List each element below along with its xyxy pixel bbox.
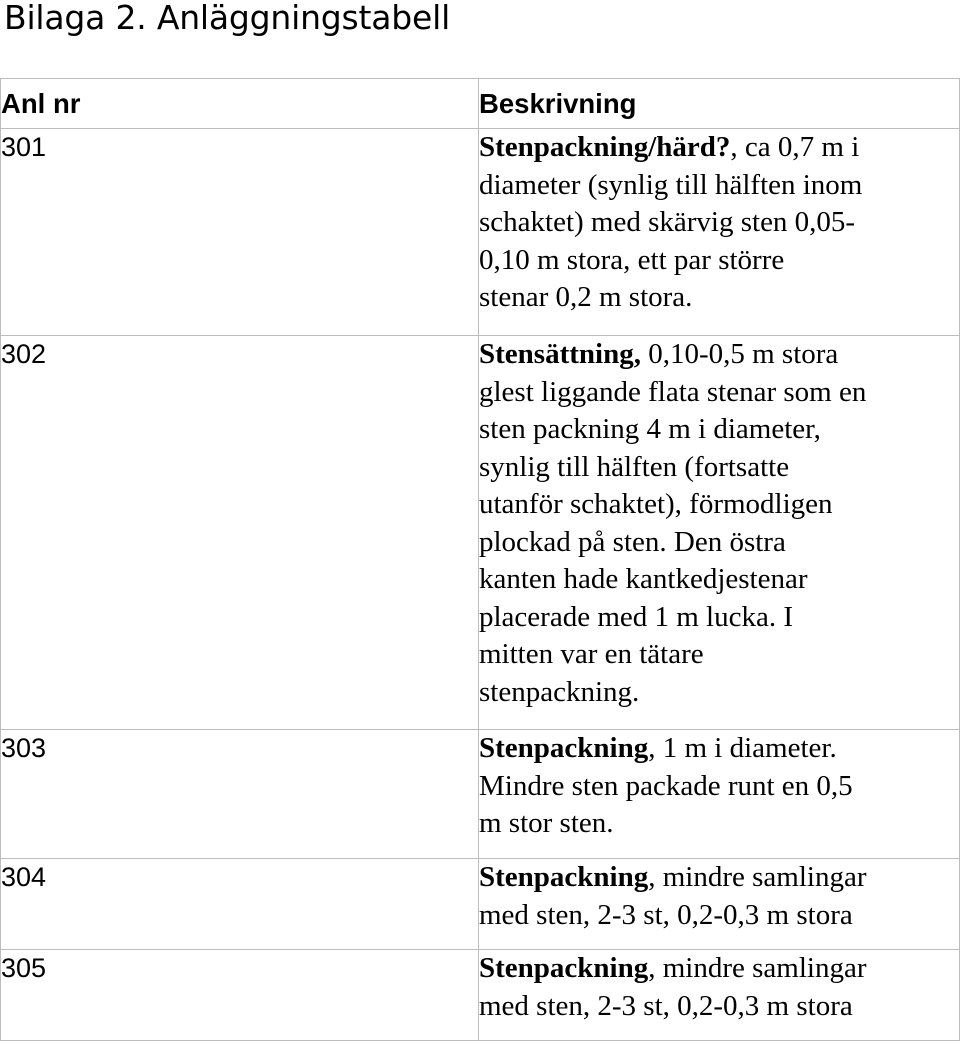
table-header-row	[1, 79, 960, 129]
anl-nr-cell: 305	[1, 950, 479, 1041]
description-line: mitten var en tätare	[479, 638, 704, 670]
table-row	[1, 129, 960, 336]
description-line: kanten hade kantkedjestenar	[479, 563, 808, 595]
anl-nr-cell: 301	[1, 129, 479, 336]
anl-nr-cell: 302	[1, 336, 479, 730]
anl-nr-cell: 303	[1, 730, 479, 859]
description-line: 0,10 m stora, ett par större	[479, 243, 785, 276]
description-cell	[479, 730, 960, 859]
description-line: diameter (synlig till hälften inom	[479, 168, 863, 201]
description-line: stenar 0,2 m stora.	[479, 281, 693, 313]
description-cell	[479, 859, 960, 950]
description-line: sten packning 4 m i diameter,	[479, 413, 821, 445]
description-line: Mindre sten packade runt en 0,5	[479, 769, 853, 802]
installations-table	[0, 78, 960, 1041]
description-lead: Stenpackning/härd?	[479, 131, 731, 163]
table-row	[1, 336, 960, 730]
table-row	[1, 730, 960, 859]
page-title: Bilaga 2. Anläggningstabell	[4, 0, 451, 37]
description-line: glest liggande flata stenar som en	[479, 375, 867, 408]
description-line: synlig till hälften (fortsatte	[479, 450, 790, 483]
description-line: , ca 0,7 m i	[730, 131, 860, 163]
description-lead: Stenpackning	[479, 861, 649, 893]
description-line: m stor sten.	[479, 807, 614, 839]
description-cell	[479, 336, 960, 730]
table-row	[1, 859, 960, 950]
description-lead: Stenpackning	[479, 732, 649, 764]
description-line: , mindre samlingar	[648, 952, 867, 984]
description-cell	[479, 950, 960, 1041]
description-lead: Stenpackning	[479, 952, 649, 984]
column-header-anl-nr: Anl nr	[1, 79, 479, 129]
description-line: schaktet) med skärvig sten 0,05-	[479, 206, 856, 238]
description-line: 0,10-0,5 m stora	[640, 338, 839, 370]
description-line: utanför schaktet), förmodligen	[479, 488, 833, 520]
table-row	[1, 950, 960, 1041]
description-cell	[479, 129, 960, 336]
anl-nr-cell: 304	[1, 859, 479, 950]
description-line: med sten, 2-3 st, 0,2-0,3 m stora	[479, 989, 853, 1022]
column-header-beskrivning: Beskrivning	[479, 79, 960, 129]
description-line: med sten, 2-3 st, 0,2-0,3 m stora	[479, 898, 853, 931]
description-line: , 1 m i diameter.	[648, 732, 837, 764]
description-line: stenpackning.	[479, 675, 640, 708]
description-line: placerade med 1 m lucka. I	[479, 600, 794, 633]
description-line: , mindre samlingar	[648, 861, 867, 893]
description-line: plockad på sten. Den östra	[479, 525, 786, 558]
description-lead: Stensättning,	[479, 338, 641, 370]
